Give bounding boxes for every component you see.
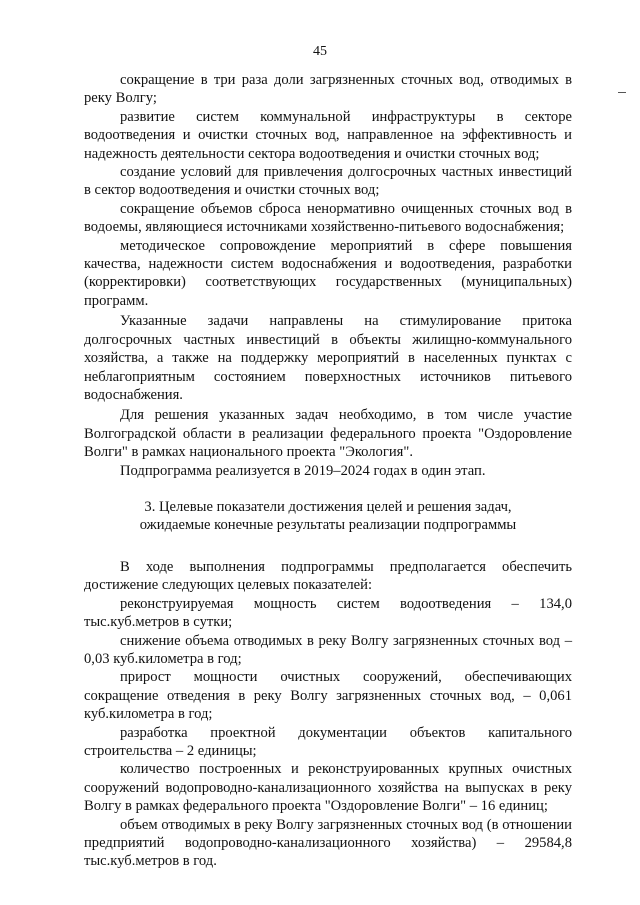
- paragraph: Для решения указанных задач необходимо, в том числе участие Волгоградской области в реализации федерального проекта "Оздоровление Волги" в рамках национального проекта "Экология".: [84, 407, 572, 461]
- paragraph: развитие систем коммунальной инфраструктуры в секторе водоотведения и очистки сточных вод, направленное на эффективность и надежность деятельности сектора водоотведения и очистки сточных вод;: [84, 108, 572, 162]
- paragraph: сокращение в три раза доли загрязненных сточных вод, отводимых в реку Волгу;: [84, 72, 572, 107]
- paragraph: количество построенных и реконструированных крупных очистных сооружений водопроводно-канализационного хозяйства на выпусках в реку Волгу в рамках федерального проекта "Оздоровление Волги" – 16 единиц;: [84, 761, 572, 815]
- paragraph: создание условий для привлечения долгосрочных частных инвестиций в сектор водоотведения и очистки сточных вод;: [84, 164, 572, 199]
- paragraph: Подпрограмма реализуется в 2019–2024 годах в один этап.: [120, 462, 486, 479]
- page-number: 45: [313, 44, 327, 59]
- paragraph: прирост мощности очистных сооружений, обеспечивающих сокращение отведения в реку Волгу загрязненных сточных вод, – 0,061 куб.километра в год;: [84, 669, 572, 723]
- paragraph: реконструируемая мощность систем водоотведения – 134,0 тыс.куб.метров в сутки;: [84, 595, 572, 631]
- paragraph: В ходе выполнения подпрограммы предполагается обеспечить достижение следующих целевых показателей:: [84, 558, 572, 594]
- paragraph: разработка проектной документации объектов капитального строительства – 2 единицы;: [84, 724, 572, 759]
- section-heading: [84, 498, 572, 534]
- margin-mark: [618, 92, 626, 93]
- paragraph: Указанные задачи направлены на стимулирование притока долгосрочных частных инвестиций в объекты жилищно-коммунального хозяйства, а также на поддержку мероприятий в населенных пунктах с неблагоприятным состоянием поверхностных источников питьевого водоснабжения.: [84, 313, 572, 403]
- document-body: [84, 71, 572, 871]
- paragraph: объем отводимых в реку Волгу загрязненных сточных вод (в отношении предприятий водопроводно-канализационного хозяйства) – 29584,8 тыс.куб.метров в год.: [84, 816, 572, 870]
- paragraph: сокращение объемов сброса ненормативно очищенных сточных вод в водоемы, являющиеся источниками хозяйственно-питьевого водоснабжения;: [84, 200, 572, 236]
- paragraph: снижение объема отводимых в реку Волгу загрязненных сточных вод – 0,03 куб.километра в год;: [84, 632, 572, 667]
- section-heading-line: 3. Целевые показатели достижения целей и решения задач,: [144, 498, 512, 515]
- section-heading-line: ожидаемые конечные результаты реализации подпрограммы: [139, 516, 517, 533]
- paragraph: методическое сопровождение мероприятий в сфере повышения качества, надежности систем водоснабжения и водоотведения, разработки (корректировки) соответствующих государственных (муниципальных) программ.: [84, 237, 572, 309]
